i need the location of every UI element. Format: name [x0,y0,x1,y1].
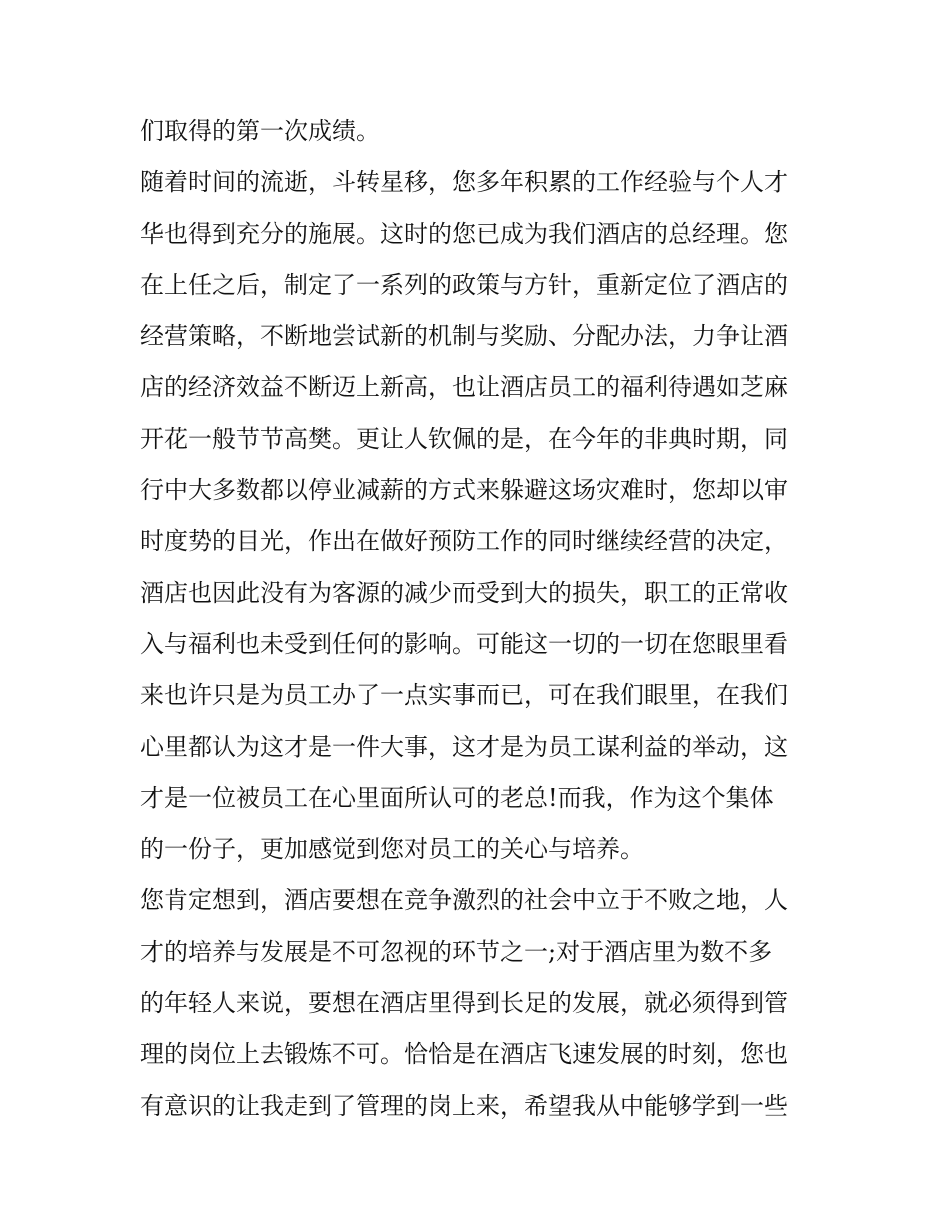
body-text [140,106,812,1132]
text-line: 才的培养与发展是不可忽视的环节之一;对于酒店里为数不多 [140,937,773,966]
text-line: 经营策略，不断地尝试新的机制与奖励、分配办法，力争让酒 [140,322,788,351]
text-line: 有意识的让我走到了管理的岗上来，希望我从中能够学到一些 [140,1091,788,1120]
text-line: 时度势的目光，作出在做好预防工作的同时继续经营的决定， [140,527,788,556]
text-line: 随着时间的流逝，斗转星移，您多年积累的工作经验与个人才 [140,168,788,197]
text-line: 们取得的第一次成绩。 [140,117,380,145]
text-line: 行中大多数都以停业减薪的方式来躲避这场灾难时，您却以审 [140,476,788,505]
text-line: 才是一位被员工在心里面所认可的老总!而我，作为这个集体 [140,783,774,812]
text-line: 酒店也因此没有为客源的减少而受到大的损失，职工的正常收 [140,578,788,607]
text-line: 您肯定想到，酒店要想在竞争激烈的社会中立于不败之地，人 [140,886,788,915]
text-line: 理的岗位上去锻炼不可。恰恰是在酒店飞速发展的时刻，您也 [140,1040,788,1069]
text-line: 来也许只是为员工办了一点实事而已，可在我们眼里，在我们 [140,681,788,710]
text-line: 的一份子，更加感觉到您对员工的关心与培养。 [140,835,644,864]
text-line: 开花一般节节高樊。更让人钦佩的是，在今年的非典时期，同 [140,424,788,453]
text-line: 店的经济效益不断迈上新高，也让酒店员工的福利待遇如芝麻 [140,373,788,402]
text-line: 华也得到充分的施展。这时的您已成为我们酒店的总经理。您 [140,219,788,248]
text-line: 心里都认为这才是一件大事，这才是为员工谋利益的举动，这 [140,732,788,761]
text-line: 的年轻人来说，要想在酒店里得到长足的发展，就必须得到管 [140,989,788,1018]
text-line: 在上任之后，制定了一系列的政策与方针，重新定位了酒店的 [140,270,788,299]
text-line: 入与福利也未受到任何的影响。可能这一切的一切在您眼里看 [140,629,788,658]
